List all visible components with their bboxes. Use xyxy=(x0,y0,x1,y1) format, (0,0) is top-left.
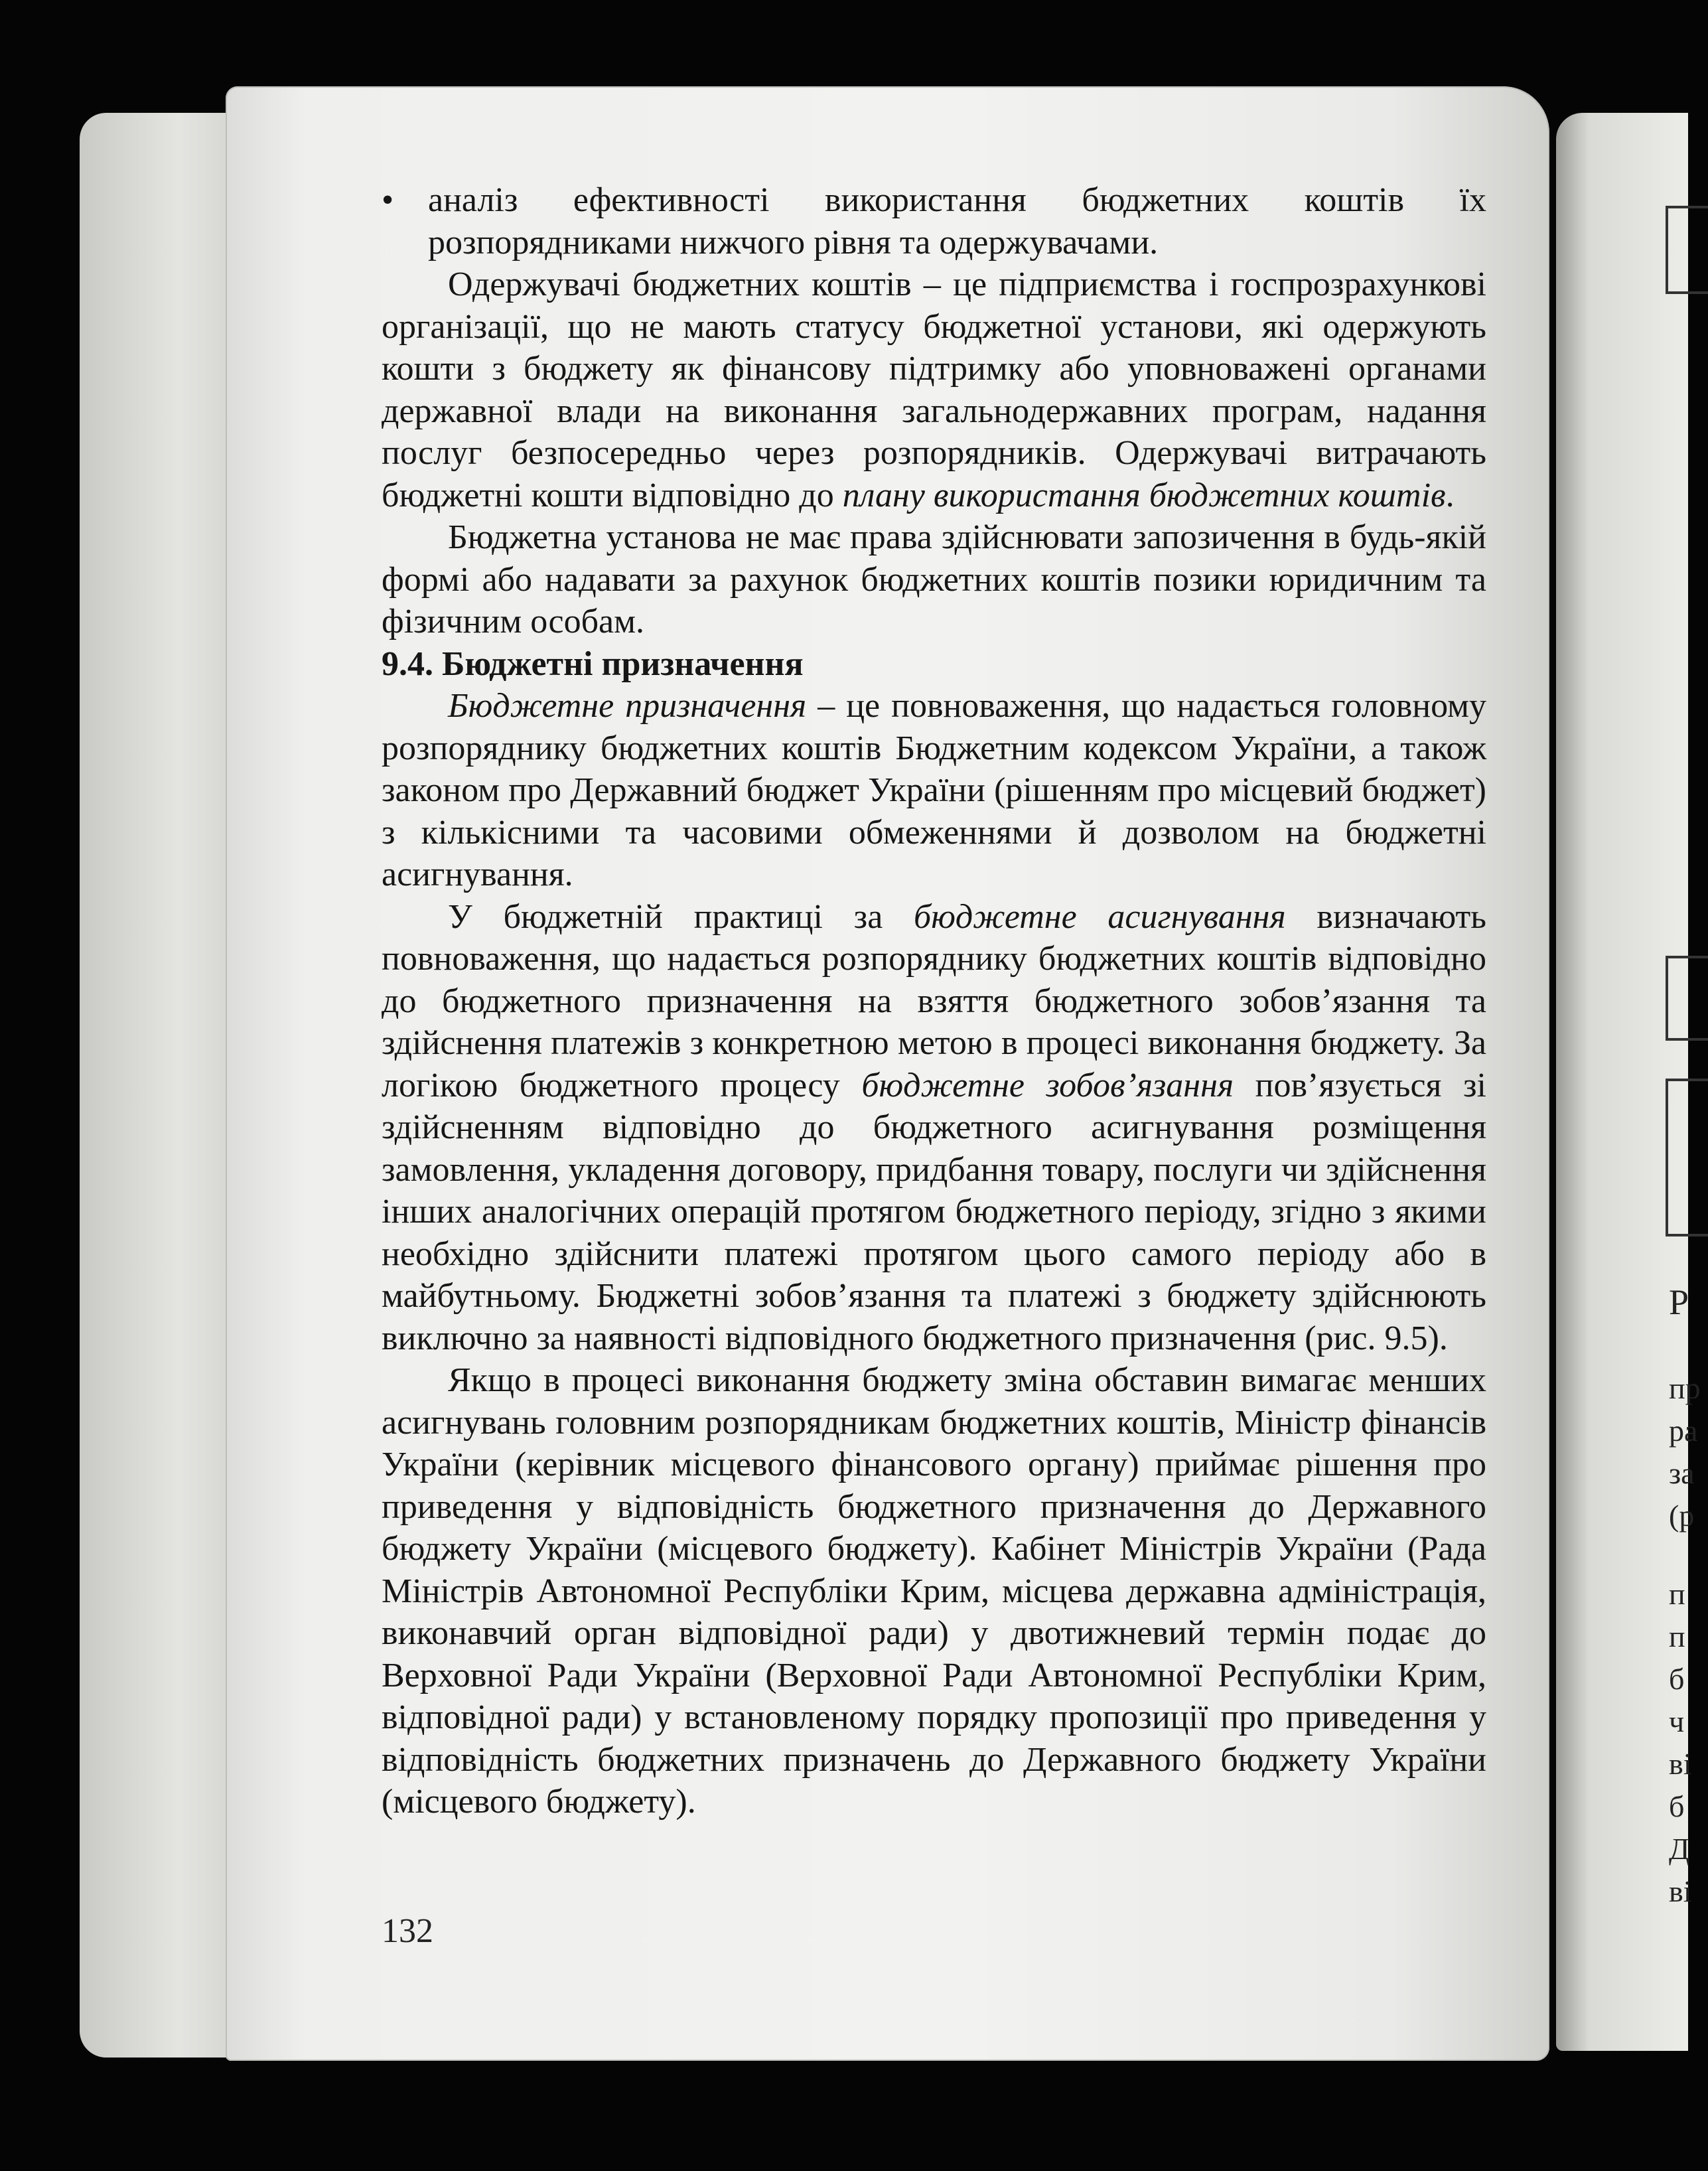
paragraph-text: визначають повноваження, що надається розпоряднику бюджетних коштів відповідно до бюджетного призначення на взяття бюджетного зобов’язання та здійснення платежів з конкретною метою в процесі виконання бюджету. За логікою бюджетного процесу xyxy=(382,897,1486,1104)
bullet-text: аналіз ефективності використання бюджетних коштів їх розпорядниками нижчого рівня та одержувачами. xyxy=(428,181,1486,262)
paragraph-allocation xyxy=(382,896,1486,1360)
paragraph-institution: Бюджетна установа не має права здійснювати запозичення в будь-якій формі або надавати за рахунок бюджетних коштів позики юридичним та фізичним особам. xyxy=(382,518,1486,640)
section-heading: 9.4. Бюджетні призначення xyxy=(382,644,804,683)
facing-page-text-b: п п б ч ві б Д ві xyxy=(1669,1577,1692,1908)
paragraph-text: У бюджетній практиці за xyxy=(448,897,914,936)
italic-term: плану використання бюджетних коштів xyxy=(842,476,1446,514)
bullet-item xyxy=(382,179,1486,263)
facing-page-heading: Р xyxy=(1669,1282,1689,1322)
paragraph-appropriation xyxy=(382,685,1486,896)
facing-page-box xyxy=(1666,1079,1708,1236)
facing-page xyxy=(1556,113,1701,2051)
facing-page-box xyxy=(1666,956,1708,1041)
italic-term: бюджетне зобов’язання xyxy=(861,1066,1234,1104)
page-number: 132 xyxy=(382,1912,433,1950)
paragraph-text: Одержувачі бюджетних коштів – це підприємства і госпрозрахункові організації, що не мають статусу бюджетної установи, які одержують кошти з бюджету як фінансову підтримку або уповноважені органами державної влади на виконання загальнодержавних програм, надання послуг безпосередньо через розпорядників. Одержувачі витрачають бюджетні кошти відповідно до xyxy=(382,265,1486,514)
page-stack-edge xyxy=(80,113,246,2058)
paragraph-text: пов’язується зі здійсненням відповідно до бюджетного асигнування розміщення замовлення, укладення договору, придбання товару, послуги чи здійснення інших аналогічних операцій протягом бюджетного періоду, згідно з якими необхідно здійснити платежі протягом цього самого періоду або в майбутньому. Бюджетні зобов’язання та платежі з бюджету здійснюють виключно за наявності відповідного бюджетного призначення (рис. 9.5). xyxy=(382,1066,1487,1357)
italic-term: бюджетне асигнування xyxy=(914,897,1286,936)
paragraph-text: – це повноваження, що надається головному розпоряднику бюджетних коштів Бюджетним кодексом України, а також законом про Державний бюджет України (рішенням про місцевий бюджет) з кількісними та часовими обмеженнями й дозволом на бюджетні асигнування. xyxy=(382,687,1486,893)
facing-page-text-a: пр ра за (р xyxy=(1669,1371,1701,1533)
page-content xyxy=(382,179,1486,1823)
bullet-mark: • xyxy=(382,181,394,219)
paragraph-changes: Якщо в процесі виконання бюджету зміна обставин вимагає менших асигнувань головним розпорядникам бюджетних коштів, Міністр фінансів України (керівник місцевого фінансового органу) приймає рішення про приведення у відповідність бюджетного призначення до Державного бюджету України (місцевого бюджету). Кабінет Міністрів України (Рада Міністрів Автономної Республіки Крим, місцева державна адміністрація, виконавчий орган відповідної ради) у двотижневий термін подає до Верховної Ради України (Верховної Ради Автономної Республіки Крим, відповідної ради) у встановленому порядку пропозиції про приведення у відповідність бюджетних призначень до Державного бюджету України (місцевого бюджету). xyxy=(382,1361,1486,1821)
paragraph-recipients xyxy=(382,263,1486,516)
paragraph-end: . xyxy=(1445,476,1455,514)
facing-page-box xyxy=(1666,206,1708,294)
italic-term: Бюджетне призначення xyxy=(448,687,807,725)
